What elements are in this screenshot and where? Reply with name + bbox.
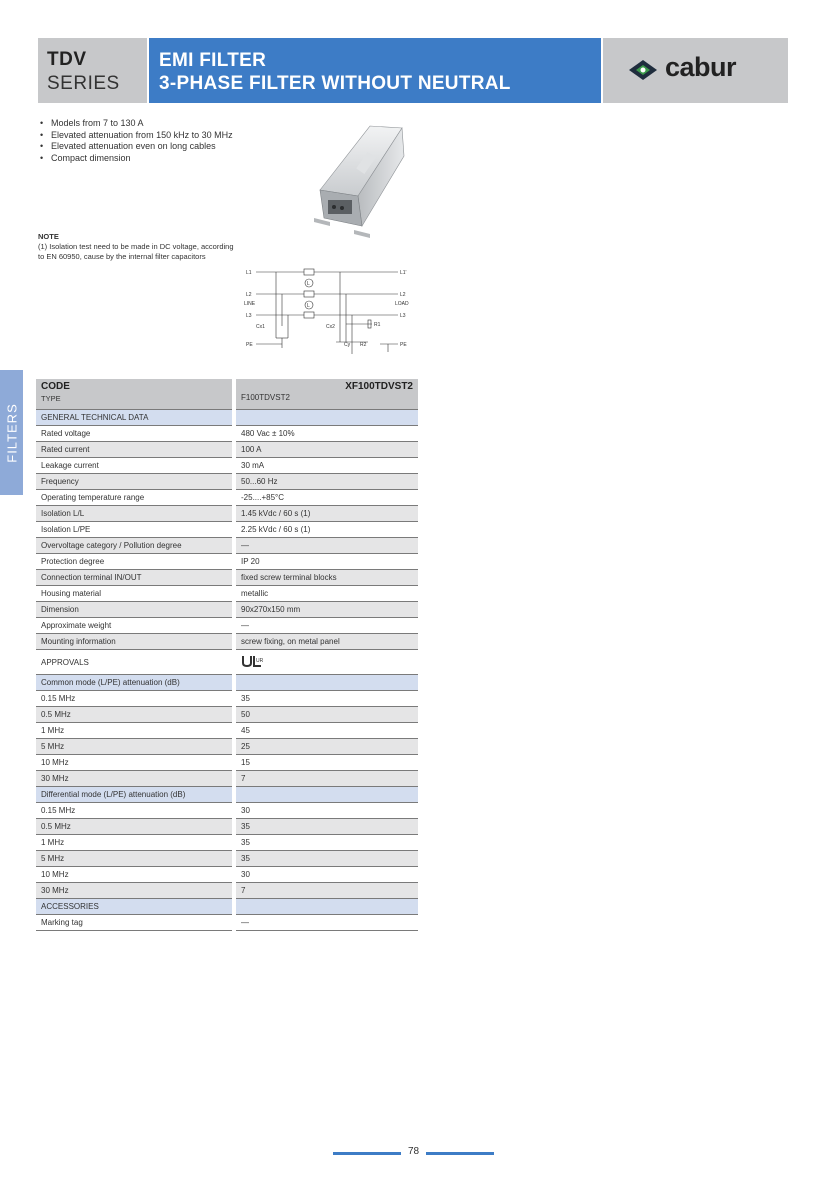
row-label: Differential mode (L/PE) attenuation (dB): [36, 787, 234, 803]
svg-text:L: L: [307, 281, 310, 287]
svg-text:PE: PE: [400, 342, 407, 348]
circuit-diagram: [240, 262, 415, 357]
table-row: [36, 771, 418, 787]
table-row: [36, 915, 418, 931]
row-value: [234, 675, 418, 691]
table-row: [36, 723, 418, 739]
row-value: 35: [234, 819, 418, 835]
row-label: 1 MHz: [36, 723, 234, 739]
table-row: [36, 739, 418, 755]
table-row: [36, 618, 418, 634]
row-label: Housing material: [36, 586, 234, 602]
section-header-row: [36, 675, 418, 691]
row-label: Isolation L/PE: [36, 522, 234, 538]
code-label: CODE: [41, 381, 70, 392]
table-row: [36, 490, 418, 506]
table-row: [36, 691, 418, 707]
svg-text:L1': L1': [400, 270, 407, 276]
row-label: Overvoltage category / Pollution degree: [36, 538, 234, 554]
table-row: [36, 474, 418, 490]
side-tab-label: FILTERS: [4, 402, 19, 463]
table-row: [36, 634, 418, 650]
row-value: [234, 899, 418, 915]
type-label: TYPE: [41, 394, 61, 403]
feature-item: • Elevated attenuation even on long cables: [38, 141, 238, 153]
section-header-row: [36, 899, 418, 915]
table-row: [36, 506, 418, 522]
table-row: [36, 458, 418, 474]
table-row: [36, 602, 418, 618]
row-label: Frequency: [36, 474, 234, 490]
row-label: Dimension: [36, 602, 234, 618]
row-value: 35: [234, 851, 418, 867]
row-label: 0.5 MHz: [36, 707, 234, 723]
svg-text:L2: L2: [400, 292, 406, 298]
table-row: [36, 867, 418, 883]
svg-text:Cy: Cy: [344, 342, 351, 348]
row-label: Leakage current: [36, 458, 234, 474]
row-label: Protection degree: [36, 554, 234, 570]
title-box: [149, 38, 601, 103]
side-tab-filters: [0, 370, 23, 495]
row-value: [234, 787, 418, 803]
row-value: 100 A: [234, 442, 418, 458]
table-row: [36, 426, 418, 442]
row-label: 5 MHz: [36, 851, 234, 867]
row-value: 15: [234, 755, 418, 771]
table-row: [36, 554, 418, 570]
feature-item: • Elevated attenuation from 150 kHz to 30 MHz: [38, 130, 238, 142]
row-value: [234, 650, 418, 675]
cabur-logo-icon: [625, 57, 661, 83]
row-value: 30: [234, 803, 418, 819]
svg-text:R2: R2: [360, 342, 367, 348]
row-value: screw fixing, on metal panel: [234, 634, 418, 650]
table-row: [36, 755, 418, 771]
brand-logo: [603, 38, 788, 103]
svg-text:R1: R1: [374, 322, 381, 328]
svg-text:PE: PE: [246, 342, 253, 348]
svg-text:Cx1: Cx1: [256, 324, 265, 330]
row-value: 30: [234, 867, 418, 883]
section-header-row: [36, 787, 418, 803]
row-value: 480 Vac ± 10%: [234, 426, 418, 442]
row-label: Marking tag: [36, 915, 234, 931]
row-label: GENERAL TECHNICAL DATA: [36, 410, 234, 426]
table-row: [36, 570, 418, 586]
row-value: 2.25 kVdc / 60 s (1): [234, 522, 418, 538]
page-subtitle: 3-PHASE FILTER WITHOUT NEUTRAL: [159, 73, 511, 94]
svg-text:L3: L3: [246, 313, 252, 319]
table-row: [36, 442, 418, 458]
product-photo: [300, 118, 418, 243]
table-row: [36, 538, 418, 554]
row-label: ACCESSORIES: [36, 899, 234, 915]
table-row: [36, 522, 418, 538]
svg-text:L3: L3: [400, 313, 406, 319]
ul-mark-text: UR: [256, 658, 264, 664]
row-value: fixed screw terminal blocks: [234, 570, 418, 586]
row-value: —: [234, 915, 418, 931]
row-label: Rated current: [36, 442, 234, 458]
row-value: 7: [234, 883, 418, 899]
row-label: Connection terminal IN/OUT: [36, 570, 234, 586]
row-label: 0.5 MHz: [36, 819, 234, 835]
table-row: [36, 851, 418, 867]
table-row: [36, 803, 418, 819]
row-label: Common mode (L/PE) attenuation (dB): [36, 675, 234, 691]
page-number: 78: [407, 1146, 420, 1157]
table-row: [36, 586, 418, 602]
row-value: 35: [234, 835, 418, 851]
row-label: 5 MHz: [36, 739, 234, 755]
page-title: EMI FILTER: [159, 50, 267, 71]
row-value: 30 mA: [234, 458, 418, 474]
svg-text:LOAD: LOAD: [395, 301, 409, 307]
spec-table: [36, 379, 418, 931]
svg-text:L: L: [307, 303, 310, 309]
table-row: [36, 883, 418, 899]
type-value: F100TDVST2: [241, 393, 290, 402]
row-value: [234, 410, 418, 426]
row-value: metallic: [234, 586, 418, 602]
row-label: Mounting information: [36, 634, 234, 650]
series-label: SERIES: [47, 73, 120, 94]
row-label: 10 MHz: [36, 755, 234, 771]
table-row: [36, 650, 418, 675]
row-value: —: [234, 538, 418, 554]
note: [38, 232, 238, 262]
note-heading: NOTE: [38, 232, 59, 241]
svg-text:Cx2: Cx2: [326, 324, 335, 330]
svg-text:L2: L2: [246, 292, 252, 298]
table-row: [36, 707, 418, 723]
brand-name: cabur: [665, 52, 737, 82]
row-value: 25: [234, 739, 418, 755]
svg-text:LINE: LINE: [244, 301, 256, 307]
note-text: (1) Isolation test need to be made in DC voltage, according to EN 60950, cause by the internal filter capacitors: [38, 242, 234, 261]
row-label: 30 MHz: [36, 771, 234, 787]
series-box: [38, 38, 147, 103]
footer-rule-left: [333, 1152, 401, 1155]
row-value: —: [234, 618, 418, 634]
ul-recognized-icon: [241, 654, 265, 668]
code-row: [36, 379, 418, 410]
row-label: 1 MHz: [36, 835, 234, 851]
footer-rule-right: [426, 1152, 494, 1155]
table-row: [36, 835, 418, 851]
row-value: 50...60 Hz: [234, 474, 418, 490]
row-label: 0.15 MHz: [36, 803, 234, 819]
feature-list: [38, 118, 238, 164]
row-value: IP 20: [234, 554, 418, 570]
row-label: Operating temperature range: [36, 490, 234, 506]
code-value: XF100TDVST2: [345, 381, 413, 392]
row-value: -25....+85°C: [234, 490, 418, 506]
feature-item: • Models from 7 to 130 A: [38, 118, 238, 130]
feature-item: • Compact dimension: [38, 153, 238, 165]
row-label: 10 MHz: [36, 867, 234, 883]
row-label: Isolation L/L: [36, 506, 234, 522]
row-value: 1.45 kVdc / 60 s (1): [234, 506, 418, 522]
svg-text:L1: L1: [246, 270, 252, 276]
row-label: APPROVALS: [36, 650, 234, 675]
row-value: 50: [234, 707, 418, 723]
row-label: Approximate weight: [36, 618, 234, 634]
row-value: 45: [234, 723, 418, 739]
row-value: 90x270x150 mm: [234, 602, 418, 618]
row-label: 30 MHz: [36, 883, 234, 899]
series-code: TDV: [47, 49, 87, 70]
row-label: 0.15 MHz: [36, 691, 234, 707]
row-value: 7: [234, 771, 418, 787]
section-header-row: [36, 410, 418, 426]
row-value: 35: [234, 691, 418, 707]
row-label: Rated voltage: [36, 426, 234, 442]
table-row: [36, 819, 418, 835]
